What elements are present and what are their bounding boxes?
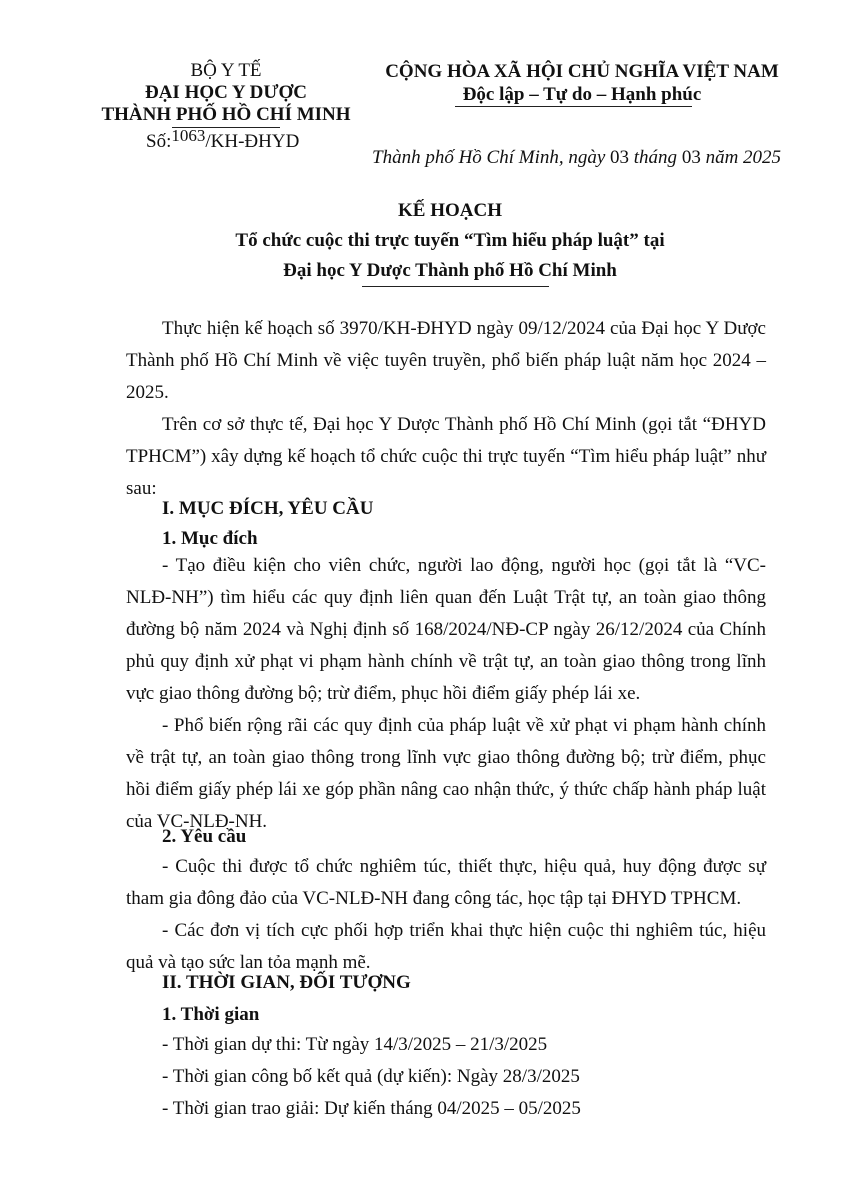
date-month: 03 [681,147,701,168]
country-name: CỘNG HÒA XÃ HỘI CHỦ NGHĨA VIỆT NAM [385,61,779,82]
university-name-line2: THÀNH PHỐ HỒ CHÍ MINH [101,104,351,125]
doc-number-value: 1063 [171,126,206,145]
purpose-paragraph-1: - Tạo điều kiện cho viên chức, người lao động, người học (gọi tắt là “VC-NLĐ-NH”) tìm hiểu các quy định liên quan đến Luật Trật tự, an toàn giao thông đường bộ năm 2024 và Nghị định số 168/2024/NĐ-CP ngày 26/12/2024 của Chính phủ quy định xử phạt vi phạm hành chính về trật tự, an toàn giao thông trong lĩnh vực giao thông đường bộ; trừ điểm, phục hồi điểm giấy phép lái xe. [126,555,766,704]
title-underline [362,286,549,287]
intro-paragraph-1: Thực hiện kế hoạch số 3970/KH-ĐHYD ngày 09/12/2024 của Đại học Y Dược Thành phố Hồ Chí Minh về việc tuyên truyền, phổ biến pháp luật năm học 2024 – 2025. [126,318,766,403]
document-subtitle-line2: Đại học Y Dược Thành phố Hồ Chí Minh [283,260,617,281]
time-item-results: - Thời gian công bố kết quả (dự kiến): Ngày 28/3/2025 [162,1066,580,1087]
date-day: 03 [610,147,630,168]
purpose-paragraph-2: - Phổ biến rộng rãi các quy định của pháp luật về xử phạt vi phạm hành chính về trật tự, an toàn giao thông trong lĩnh vực giao thông đường bộ; trừ điểm, phục hồi điểm giấy phép lái xe góp phần nâng cao nhận thức, ý thức chấp hành pháp luật của VC-NLĐ-NH. [126,715,766,832]
place-and-date: Thành phố Hồ Chí Minh, ngày 03 tháng 03 năm 2025 [372,147,782,168]
time-item-awards: - Thời gian trao giải: Dự kiến tháng 04/2025 – 05/2025 [162,1098,581,1119]
requirement-paragraph-1: - Cuộc thi được tổ chức nghiêm túc, thiết thực, hiệu quả, huy động được sự tham gia đông đảo của VC-NLĐ-NH đang công tác, học tập tại ĐHYD TPHCM. [126,856,766,909]
university-name-line1: ĐẠI HỌC Y DƯỢC [144,82,308,103]
intro-paragraph-2: Trên cơ sở thực tế, Đại học Y Dược Thành phố Hồ Chí Minh (gọi tắt “ĐHYD TPHCM”) xây dựng kế hoạch tổ chức cuộc thi trực tuyến “Tìm hiểu pháp luật” như sau: [126,414,766,499]
doc-number-prefix: Số: [146,131,172,152]
motto-underline [455,106,692,107]
section-2-1-heading: 1. Thời gian [162,1004,260,1025]
document-title-block [100,196,800,286]
doc-number-suffix: /KH-ĐHYD [205,131,300,152]
section-1-2-heading: 2. Yêu cầu [162,826,247,847]
requirement-paragraph-2: - Các đơn vị tích cực phối hợp triển khai thực hiện cuộc thi nghiêm túc, hiệu quả và tạo sức lan tỏa mạnh mẽ. [126,920,766,973]
document-title: KẾ HOẠCH [398,200,502,221]
section-1-heading: I. MỤC ĐÍCH, YÊU CẦU [162,498,374,519]
ministry-name: BỘ Y TẾ [190,60,262,81]
section-2-heading: II. THỜI GIAN, ĐỐI TƯỢNG [162,972,411,993]
issuer-block [96,60,356,126]
document-subtitle-line1: Tổ chức cuộc thi trực tuyến “Tìm hiểu pháp luật” tại [235,230,665,251]
national-title-block [372,60,792,106]
national-motto: Độc lập – Tự do – Hạnh phúc [462,84,702,105]
section-1-1-heading: 1. Mục đích [162,528,258,549]
document-number [146,128,299,156]
time-item-exam: - Thời gian dự thi: Từ ngày 14/3/2025 – 21/3/2025 [162,1034,548,1055]
